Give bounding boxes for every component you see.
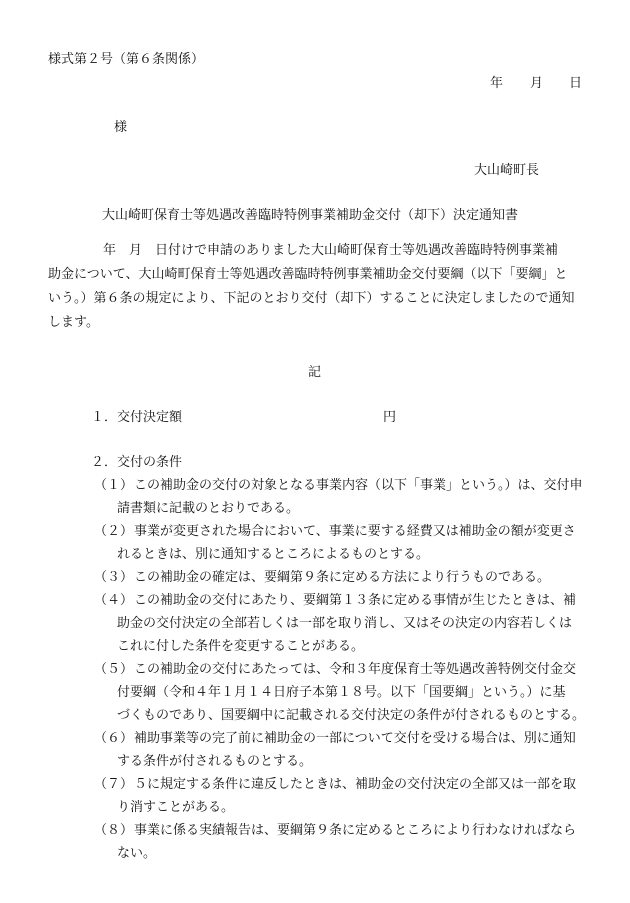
addressee-suffix: 様 [114, 120, 128, 135]
condition-text: 事業が変更された場合において、事業に要する経費又は補助金の額が変更さ [134, 524, 576, 539]
condition-text: この補助金の交付にあたっては、令和３年度保育士等処遇改善特例交付金交 [134, 662, 577, 677]
condition-text: り消すことがある。 [117, 800, 235, 815]
condition-text: づくものであり、国要綱中に記載される交付決定の条件が付されるものとする。 [117, 708, 586, 723]
condition-number: （３） [94, 570, 134, 585]
document-title: 大山崎町保育士等処遇改善臨時特例事業補助金交付（却下）決定通知書 [102, 208, 519, 223]
body-line: します。 [48, 315, 99, 330]
date-year: 年 [490, 76, 504, 91]
condition-number: （２） [94, 524, 134, 539]
ki-heading: 記 [308, 365, 322, 380]
condition-number: （４） [94, 593, 134, 608]
condition-number: （７） [94, 777, 134, 792]
condition-text: 補助事業等の完了前に補助金の一部について交付を受ける場合は、別に通知 [134, 731, 576, 746]
date-month: 月 [530, 76, 544, 91]
date-day: 日 [569, 76, 583, 91]
condition-text: 事業に係る実績報告は、要綱第９条に定めるところにより行わなければなら [134, 823, 577, 838]
form-label: 様式第２号（第６条関係） [48, 52, 205, 67]
condition-text: これに付した条件を変更することがある。 [117, 639, 365, 654]
sender-name: 大山崎町長 [474, 163, 540, 178]
condition-text: この補助金の確定は、要綱第９条に定める方法により行うものである。 [134, 570, 551, 585]
condition-number: （６） [94, 731, 134, 746]
body-line: 年 月 日付けで申請のありました大山崎町保育士等処遇改善臨時特例事業補 [103, 243, 559, 258]
condition-text: 請書類に記載のとおりである。 [117, 501, 300, 516]
condition-text: この補助金の交付にあたり、要綱第１３条に定める事情が生じたときは、補 [134, 593, 577, 608]
item2-label: ２．交付の条件 [91, 455, 183, 470]
item1-unit: 円 [383, 410, 397, 425]
body-line: いう。）第６条の規定により、下記のとおり交付（却下）することに決定しましたので通知 [48, 291, 575, 306]
condition-number: （１） [94, 478, 134, 493]
condition-text: この補助金の交付の対象となる事業内容（以下「事業」という。）は、交付申 [134, 478, 583, 493]
condition-text: する条件が付されるものとする。 [117, 754, 313, 769]
condition-number: （５） [94, 662, 134, 677]
item1-label: １．交付決定額 [91, 410, 183, 425]
condition-number: （８） [94, 823, 134, 838]
body-line: 助金について、大山崎町保育士等処遇改善臨時特例事業補助金交付要綱（以下「要綱」と [48, 267, 568, 282]
condition-text: ５に規定する条件に違反したときは、補助金の交付決定の全部又は一部を取 [134, 777, 577, 792]
condition-text: 助金の交付決定の全部若しくは一部を取り消し、又はその決定の内容若しくは [117, 616, 573, 631]
condition-text: 付要綱（令和４年１月１４日府子本第１８号。以下「国要綱」という。）に基 [117, 685, 566, 700]
condition-text: れるときは、別に通知するところによるものとする。 [117, 547, 430, 562]
condition-text: ない。 [117, 846, 157, 861]
